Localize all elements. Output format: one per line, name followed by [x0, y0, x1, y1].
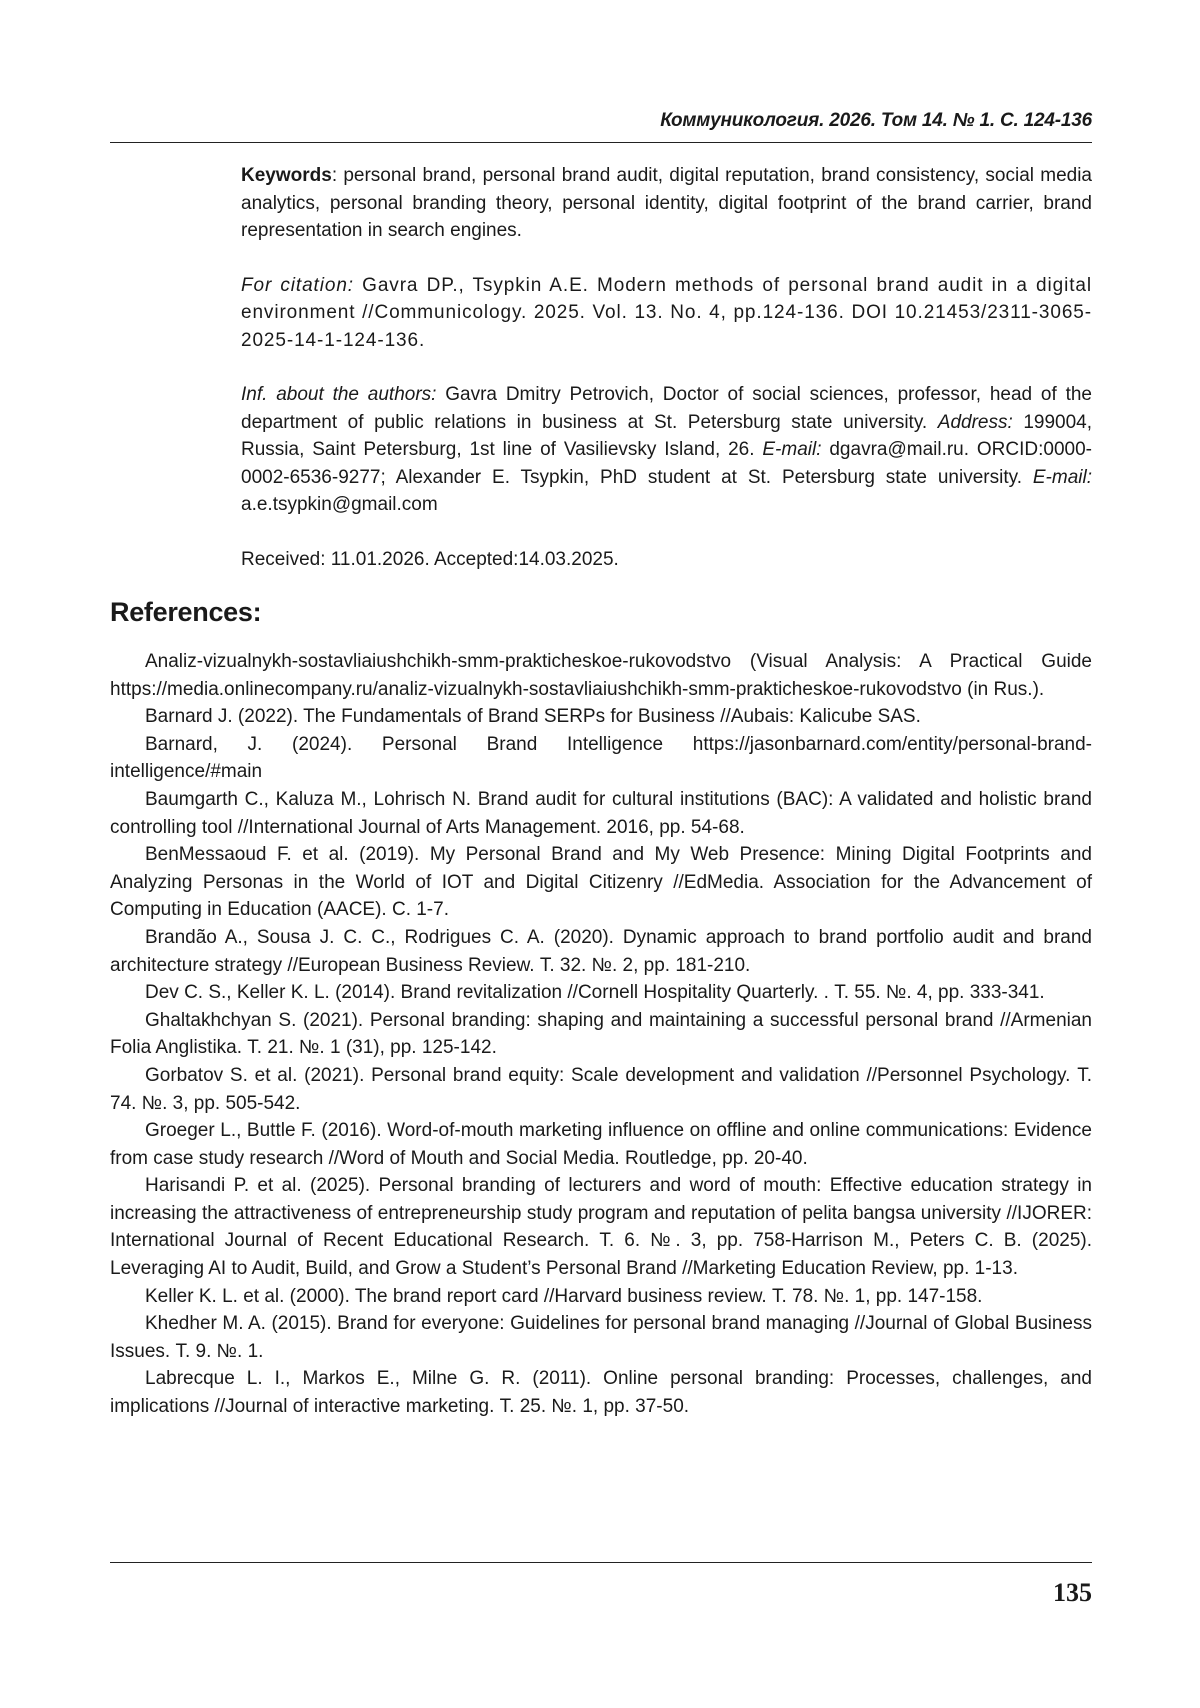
authors-text-2: 199004, Russia, Saint Petersburg, 1st line of Vasilievsky Island, 26.	[241, 411, 1092, 460]
citation-text: Gavra DP., Tsypkin A.E. Modern methods of personal brand audit in a digital environment //Communicology. 2025. Vol. 13. No. 4, pp.124-136. DOI 10.21453/2311-3065-2025-14-1-124-136.	[241, 274, 1092, 351]
email-label-2: E-mail:	[1032, 466, 1092, 488]
reference-item: Ghaltakhchyan S. (2021). Personal branding: shaping and maintaining a successful personal brand //Armenian Folia Anglistika. Т. 21. №. 1 (31), pp. 125-142.	[110, 1009, 1092, 1059]
authors-text-1: Gavra Dmitry Petrovich, Doctor of social sciences, professor, head of the department of public relations in business at St. Petersburg state university.	[241, 384, 1092, 433]
reference-item: Gorbatov S. et al. (2021). Personal brand equity: Scale development and validation //Personnel Psychology. Т. 74. №. 3, pp. 505-542.	[110, 1064, 1092, 1114]
authors-text-4: a.e.tsypkin@gmail.com	[241, 494, 438, 515]
reference-item: Analiz-vizualnykh-sostavliaiushchikh-smm-prakticheskoe-rukovodstvo (Visual Analysis: A Practical Guide https://media.onlinecompany.ru/analiz-vizualnykh-sostavliaiushchikh-smm-prakticheskoe-rukovodstvo (in Rus.).	[110, 651, 1092, 700]
reference-item: Khedher M. A. (2015). Brand for everyone: Guidelines for personal brand managing //Journal of Global Business Issues. Т. 9. №. 1.	[110, 1313, 1092, 1362]
received-date: Received: 11.01.2026. Accepted:14.03.2025.	[241, 548, 619, 570]
reference-item: BenMessaoud F. et al. (2019). My Personal Brand and My Web Presence: Mining Digital Footprints and Analyzing Personas in the World of IOT and Digital Citizenry //EdMedia. Association for the Advancement of Computing in Education (AACE). С. 1-7.	[110, 844, 1092, 921]
reference-item: Harisandi P. et al. (2025). Personal branding of lecturers and word of mouth: Effective education strategy in increasing the attractiveness of entrepreneurship study program and reputation of pelita bangsa university //IJORER: International Journal of Recent Educational Research. Т. 6. №. 3, pp. 758-Harrison M., Peters C. B. (2025). Leveraging AI to Audit, Build, and Grow a Student’s Personal Brand //Marketing Education Review, pp. 1-13.	[110, 1175, 1092, 1280]
keywords-text: : personal brand, personal brand audit, digital reputation, brand consistency, social media analytics, personal branding theory, personal identity, digital footprint of the brand carrier, brand representation in search engines.	[241, 165, 1092, 241]
running-header: Коммуникология. 2026. Том 14. № 1. С. 124-136	[660, 110, 1092, 131]
reference-item: Dev C. S., Keller K. L. (2014). Brand revitalization //Cornell Hospitality Quarterly. . Т. 55. №. 4, pp. 333-341.	[145, 982, 1045, 1004]
reference-item: Labrecque L. I., Markos E., Milne G. R. (2011). Online personal branding: Processes, challenges, and implications //Journal of interactive marketing. Т. 25. №. 1, pp. 37-50.	[110, 1368, 1092, 1418]
footer-divider	[110, 1562, 1092, 1563]
email-label-1: E-mail:	[762, 439, 822, 460]
reference-item: Keller K. L. et al. (2000). The brand report card //Harvard business review. Т. 78. №. 1, pp. 147-158.	[145, 1285, 983, 1307]
authors-label: Inf. about the authors:	[241, 384, 437, 405]
address-label: Address:	[937, 411, 1013, 433]
authors-text-3: dgavra@mail.ru. ORCID:0000-0002-6536-9277; Alexander E. Tsypkin, PhD student at St. Petersburg state university.	[241, 439, 1092, 488]
reference-item: Barnard, J. (2024). Personal Brand Intelligence https://jasonbarnard.com/entity/personal-brand-intelligence/#main	[110, 733, 1092, 783]
references-title: References:	[110, 597, 262, 627]
citation-label: For citation:	[241, 274, 354, 296]
header-divider	[110, 142, 1092, 143]
page-number: 135	[1053, 1578, 1092, 1607]
keywords-paragraph	[241, 162, 1092, 245]
references-list	[110, 648, 1092, 1421]
reference-item: Baumgarth C., Kaluza M., Lohrisch N. Brand audit for cultural institutions (BAC): A validated and holistic brand controlling tool //International Journal of Arts Management. 2016, pp. 54-68.	[110, 788, 1092, 838]
reference-item: Barnard J. (2022). The Fundamentals of Brand SERPs for Business //Aubais: Kalicube SAS.	[145, 706, 921, 728]
keywords-label: Keywords	[241, 165, 332, 186]
article-metadata	[241, 162, 1092, 600]
reference-item: Groeger L., Buttle F. (2016). Word-of-mouth marketing influence on offline and online communications: Evidence from case study research //Word of Mouth and Social Media. Routledge, pp. 20-40.	[110, 1120, 1092, 1169]
authors-paragraph	[241, 381, 1092, 519]
citation-paragraph	[241, 272, 1092, 355]
reference-item: Brandão A., Sousa J. C. C., Rodrigues C. A. (2020). Dynamic approach to brand portfolio audit and brand architecture strategy //European Business Review. Т. 32. №. 2, pp. 181-210.	[110, 926, 1092, 976]
